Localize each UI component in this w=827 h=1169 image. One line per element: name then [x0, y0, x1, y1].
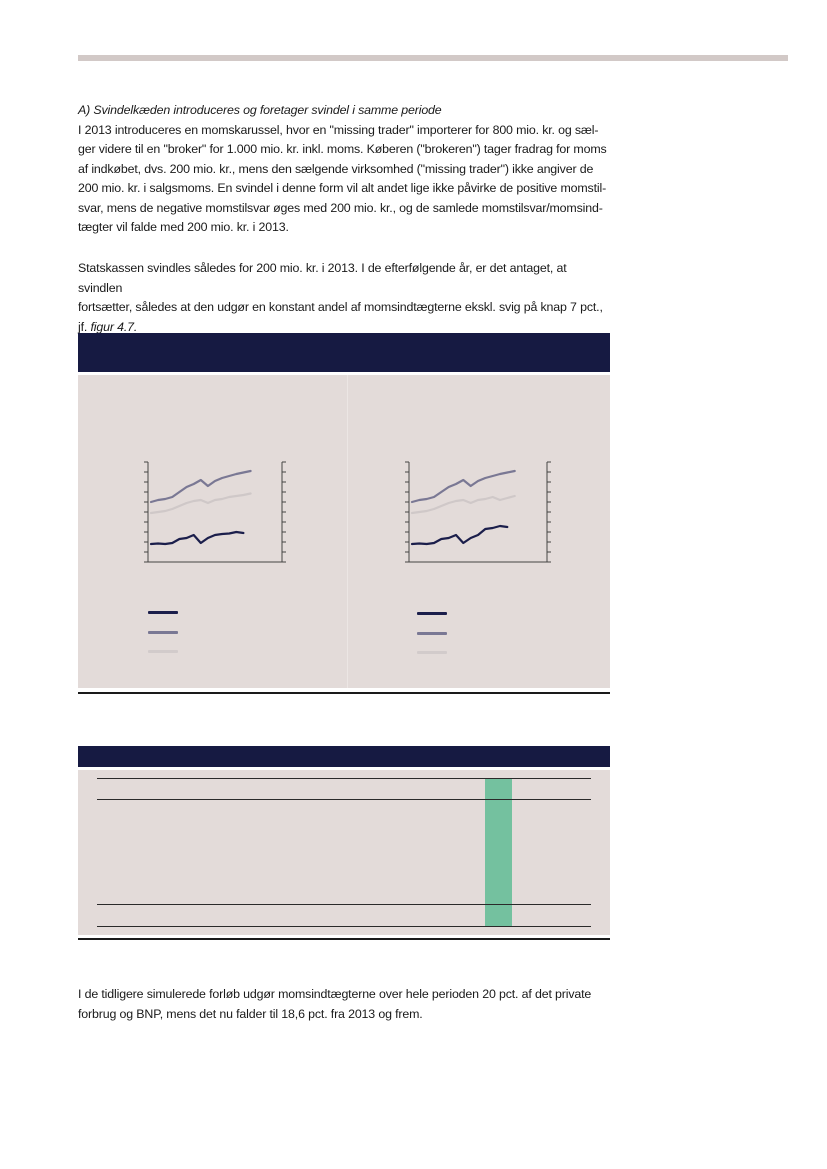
legend-swatch-mid — [417, 632, 447, 635]
table-bottom-rule — [78, 938, 610, 940]
paragraph-1 — [78, 101, 613, 238]
chart-right-svg — [401, 460, 555, 566]
paragraph-line: 200 mio. kr. i salgsmoms. En svindel i denne form vil alt andet lige ikke påvirke de positive momstil- — [78, 181, 607, 195]
series-dark-line — [412, 526, 507, 544]
text-prefix: jf. — [78, 319, 91, 334]
paragraph-line: ger videre til en "broker" for 1.000 mio. kr. inkl. moms. Køberen ("brokeren") tager fradrag for moms — [78, 142, 607, 156]
paragraph-line: forbrug og BNP, mens det nu falder til 18,6 pct. fra 2013 og frem. — [78, 1006, 423, 1021]
top-rule — [78, 55, 788, 61]
paragraph-line: af indkøbet, dvs. 200 mio. kr., mens den sælgende virksomhed ("missing trader") ikke angiver de — [78, 161, 594, 176]
paragraph-line: I 2013 introduceres en momskarussel, hvor en "missing trader" importerer for 800 mio. kr. og sæl- — [78, 122, 599, 137]
legend-swatch-light — [148, 650, 178, 653]
series-mid-line — [412, 471, 515, 502]
table-total-line — [97, 904, 591, 905]
paragraph-line: Statskassen svindles således for 200 mio. kr. i 2013. I de efterfølgende år, er det antaget, at svindlen — [78, 261, 567, 295]
table-panel — [78, 770, 610, 935]
legend-swatch-dark — [148, 611, 178, 614]
paragraph-line: fortsætter, således at den udgør en konstant andel af momsindtægterne ekskl. svig på knap 7 pct., — [78, 300, 603, 314]
paragraph-line: tægter vil falde med 200 mio. kr. i 2013. — [78, 220, 289, 234]
figure-divider — [347, 375, 348, 688]
paragraph-line: svar, mens de negative momstilsvar øges med 200 mio. kr., og de samlede momstilsvar/momsind- — [78, 200, 603, 215]
paragraph-3 — [78, 985, 613, 1024]
table-header-line — [97, 799, 591, 800]
figure-header — [78, 333, 610, 372]
paragraph-2 — [78, 259, 613, 337]
chart-left — [140, 460, 290, 566]
legend-swatch-dark — [417, 612, 447, 615]
chart-left-svg — [140, 460, 290, 566]
table-header — [78, 746, 610, 767]
series-dark-line — [151, 532, 243, 544]
section-heading: A) Svindelkæden introduceres og foretager svindel i samme periode — [78, 103, 442, 117]
table-top-line — [97, 778, 591, 779]
figure-bottom-rule — [78, 692, 610, 694]
legend-swatch-mid — [148, 631, 178, 634]
chart-right — [401, 460, 555, 566]
paragraph-line: I de tidligere simulerede forløb udgør momsindtægterne over hele perioden 20 pct. af det private — [78, 987, 592, 1001]
series-light-line — [151, 494, 251, 514]
series-mid-line — [151, 471, 251, 502]
figure-reference: figur 4.7. — [90, 319, 138, 334]
legend-swatch-light — [417, 651, 447, 654]
table-bottom-line — [97, 926, 591, 927]
